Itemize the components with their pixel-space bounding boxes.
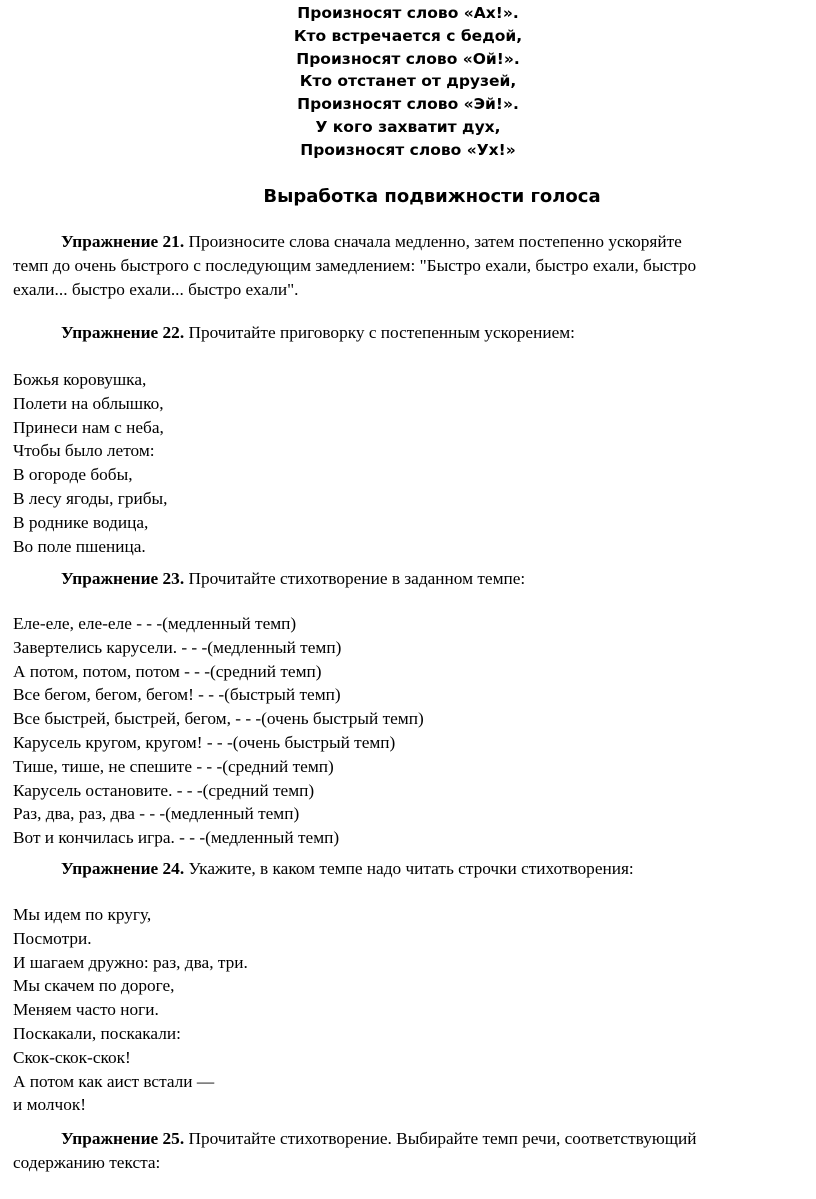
- poem-22: [13, 368, 803, 558]
- exercise-number: Упражнение 24.: [61, 859, 185, 878]
- poem-line: Меняем часто ноги.: [13, 1000, 159, 1020]
- poem-line: А потом как аист встали —: [13, 1071, 215, 1091]
- exercise-number: Упражнение 22.: [61, 323, 185, 342]
- poem-line: Еле-еле, еле-еле - - -(медленный темп): [13, 614, 297, 633]
- exercise-text: Прочитайте стихотворение в заданном темпе:: [188, 569, 526, 588]
- poem-top: [0, 2, 816, 162]
- poem-line: Все быстрей, быстрей, бегом, - - -(очень быстрый темп): [13, 709, 424, 729]
- exercise-22: [13, 321, 803, 345]
- exercise-21-line: ехали... быстро ехали... быстро ехали".: [13, 279, 299, 299]
- poem-line: А потом, потом, потом - - -(средний темп): [13, 661, 322, 681]
- exercise-23-line: [13, 567, 803, 591]
- exercise-21-line: темп до очень быстрого с последующим замедлением: "Быстро ехали, быстро ехали, быстро: [13, 255, 697, 275]
- poem-line: Во поле пшеница.: [13, 536, 146, 556]
- exercise-number: Упражнение 21.: [61, 232, 185, 251]
- poem-line: и молчок!: [13, 1095, 87, 1115]
- poem-line: Полети на облышко,: [13, 393, 164, 413]
- poem-line: Скок-скок-скок!: [13, 1047, 131, 1067]
- poem-line: В роднике водица,: [13, 512, 149, 532]
- exercise-text: Произносите слова сначала медленно, затем постепенно ускоряйте: [188, 232, 682, 251]
- exercise-25-line: содержанию текста:: [13, 1152, 161, 1172]
- poem-line: Мы скачем по дороге,: [13, 976, 175, 996]
- section-title: Выработка подвижности голоса: [263, 186, 601, 207]
- exercise-24-line: [13, 857, 803, 881]
- poem-line: В огороде бобы,: [13, 465, 133, 485]
- poem-top-line: Кто встречается с бедой,: [293, 26, 523, 45]
- exercise-number: Упражнение 25.: [61, 1129, 185, 1148]
- poem-line: Раз, два, раз, два - - -(медленный темп): [13, 804, 300, 824]
- poem-24: [13, 903, 803, 1117]
- poem-line: Тише, тише, не спешите - - -(средний темп): [13, 756, 334, 776]
- poem-top-line: Произносят слово «Ах!».: [297, 4, 519, 22]
- poem-line: Вот и кончилась игра. - - -(медленный темп): [13, 828, 340, 848]
- exercise-text: Укажите, в каком темпе надо читать строчки стихотворения:: [188, 859, 634, 878]
- exercise-24: [13, 857, 803, 881]
- exercise-text: Прочитайте приговорку с постепенным ускорением:: [188, 323, 575, 342]
- poem-top-line: Кто отстанет от друзей,: [299, 72, 517, 91]
- poem-line: Карусель кругом, кругом! - - -(очень быстрый темп): [13, 732, 396, 752]
- poem-line: Принеси нам с неба,: [13, 417, 164, 437]
- poem-line: Карусель остановите. - - -(средний темп): [13, 780, 315, 800]
- poem-line: Посмотри.: [13, 928, 92, 948]
- exercise-21: [13, 230, 803, 301]
- poem-line: Божья коровушка,: [13, 370, 147, 389]
- poem-23: [13, 612, 803, 850]
- exercise-23: [13, 567, 803, 591]
- exercise-25: [13, 1127, 803, 1175]
- exercise-25-line: [13, 1127, 803, 1151]
- poem-top-line: Произносят слово «Эй!».: [297, 95, 519, 114]
- poem-line: И шагаем дружно: раз, два, три.: [13, 952, 248, 972]
- exercise-22-line: [13, 321, 803, 345]
- exercise-21-line: [13, 230, 803, 254]
- poem-line: Завертелись карусели. - - -(медленный темп): [13, 637, 342, 657]
- exercise-number: Упражнение 23.: [61, 569, 185, 588]
- exercise-text: Прочитайте стихотворение. Выбирайте темп речи, соответствующий: [188, 1129, 697, 1148]
- poem-top-line: У кого захватит дух,: [315, 117, 501, 136]
- poem-line: Мы идем по кругу,: [13, 905, 152, 924]
- poem-line: Чтобы было летом:: [13, 441, 155, 461]
- poem-line: Поскакали, поскакали:: [13, 1023, 181, 1043]
- poem-top-line: Произносят слово «Ой!».: [296, 49, 520, 68]
- poem-line: В лесу ягоды, грибы,: [13, 488, 168, 508]
- poem-top-line: Произносят слово «Ух!»: [300, 140, 516, 159]
- poem-line: Все бегом, бегом, бегом! - - -(быстрый темп): [13, 685, 341, 705]
